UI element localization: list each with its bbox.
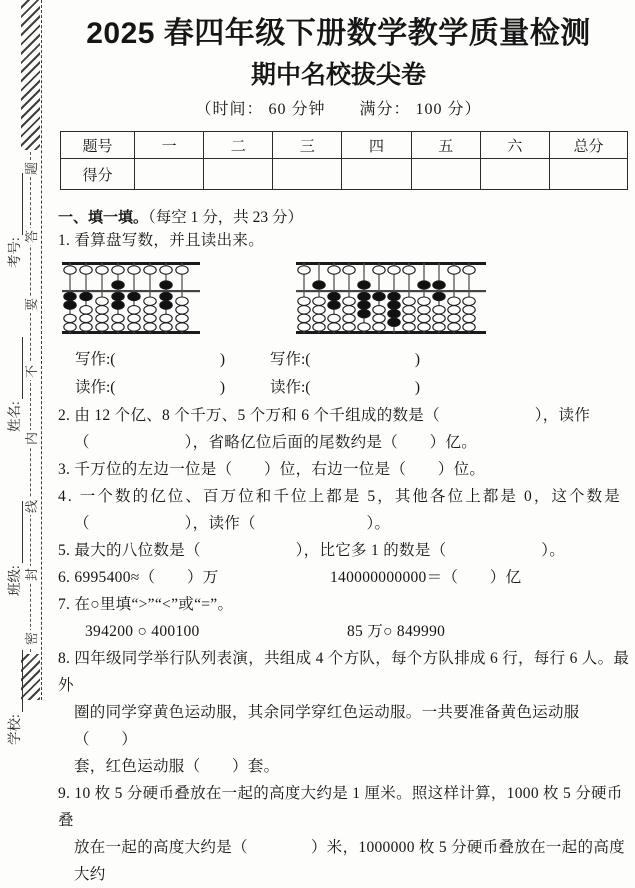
- write-label: 写作:(: [75, 351, 116, 368]
- read-label: 读作:(: [75, 379, 116, 396]
- seal-line-char: 答: [24, 230, 39, 244]
- score-cell: [135, 159, 204, 190]
- abacus-figures: [42, 258, 635, 343]
- question-1-text: 1. 看算盘写数，并且读出来。: [58, 232, 265, 249]
- paper-subtitle: 期中名校拔尖卷: [250, 61, 426, 89]
- seal-line-char: 题: [24, 162, 39, 176]
- student-info-field: [3, 337, 23, 432]
- field-blank-line: [19, 650, 23, 712]
- binding-margin: [0, 0, 42, 745]
- seal-line-char: 线: [24, 500, 39, 514]
- time-score-info: （时间： 60 分钟 满分： 100 分）: [195, 101, 482, 118]
- score-table-header-cell: 四: [342, 132, 411, 159]
- field-label: 姓名:: [7, 401, 22, 432]
- question-9-line2: 放在一起的高度大约是（ ）米，1000000 枚 5 分硬币叠放在一起的高度大约: [74, 839, 625, 883]
- score-table-score-row: [61, 159, 628, 190]
- question-6-left: 6. 6995400≈（ ）万: [58, 569, 219, 586]
- question-2-line1: 2. 由 12 个亿、8 个千万、5 个万和 6 个千组成的数是（ ），读作: [58, 407, 591, 424]
- section-one-heading: [58, 205, 635, 227]
- student-info-field: [3, 650, 23, 745]
- paper-content: [42, 0, 635, 883]
- score-cell: [273, 159, 342, 190]
- question-8-line1: 8. 四年级同学举行队列表演，共组成 4 个方队，每个方队排成 6 行，每行 6 人。最外: [58, 650, 630, 694]
- seal-line-char: 不: [24, 365, 39, 379]
- question-7-compare-row: [42, 618, 635, 645]
- score-table-header-cell: 三: [273, 132, 342, 159]
- score-cell: [411, 159, 480, 190]
- field-label: 考号:: [7, 237, 22, 268]
- seal-line-char: 密: [24, 632, 39, 646]
- question-2-line2: （ ），省略亿位后面的尾数约是（ ）亿。: [74, 434, 478, 451]
- section-one-title: 一、填一填。: [58, 209, 149, 226]
- question-4-line2: （ ），读作（ ）。: [74, 515, 391, 532]
- score-table-header-cell: 二: [204, 132, 273, 159]
- paper-title: 2025 春四年级下册数学教学质量检测: [86, 17, 591, 50]
- question-7-left-compare: 394200 ○ 400100: [85, 623, 200, 640]
- field-blank-line: [19, 337, 23, 399]
- student-info-field: [3, 501, 23, 596]
- question-7-text: 7. 在○里填“>”“<”或“=”。: [58, 596, 234, 613]
- question-8-line2: 圈的同学穿黄色运动服，其余同学穿红色运动服。一共要准备黄色运动服（ ）: [74, 704, 580, 748]
- abacus-right-image: [296, 258, 486, 343]
- score-cell: [550, 159, 628, 190]
- score-cell: [342, 159, 411, 190]
- write-answer-row: [42, 346, 635, 374]
- hatch-marks-bottom: [21, 654, 40, 700]
- score-table-header-cell: 一: [135, 132, 204, 159]
- student-info-field: [3, 173, 23, 268]
- score-table: [60, 131, 628, 190]
- seal-line-char: 封: [24, 568, 39, 582]
- score-cell: [480, 159, 549, 190]
- blank-close-paren: ): [219, 379, 225, 396]
- write-blank-right: [270, 346, 420, 374]
- score-table-header-cell: 题号: [61, 132, 135, 159]
- write-label: 写作:(: [270, 351, 311, 368]
- field-label: 班级:: [7, 565, 22, 596]
- section-one-points: （每空 1 分，共 23 分）: [148, 209, 304, 226]
- read-blank-right: [270, 374, 420, 402]
- blank-close-paren: ): [219, 351, 225, 368]
- question-6-right: 140000000000＝（ ）亿: [330, 569, 522, 586]
- question-6-row: [42, 564, 635, 591]
- read-label: 读作:(: [270, 379, 311, 396]
- field-label: 学校:: [7, 714, 22, 745]
- write-blank-left: [75, 346, 225, 374]
- read-answer-row: [42, 374, 635, 402]
- question-8-line3: 套，红色运动服（ ）套。: [74, 758, 280, 775]
- score-row-label: 得分: [61, 159, 135, 190]
- seal-line-char: 要: [24, 298, 39, 312]
- read-blank-left: [75, 374, 225, 402]
- field-blank-line: [19, 501, 23, 563]
- question-7-right-compare: 85 万○ 849990: [347, 623, 446, 640]
- abacus-left-image: [62, 258, 200, 343]
- question-4-line1: 4. 一个数的亿位、百万位和千位上都是 5，其他各位上都是 0，这个数是: [58, 488, 622, 505]
- field-blank-line: [19, 173, 23, 235]
- score-table-header-cell: 五: [411, 132, 480, 159]
- seal-line-char: 内: [24, 432, 39, 446]
- hatch-marks-top: [21, 0, 40, 150]
- score-table-header-cell: 六: [480, 132, 549, 159]
- score-table-header-row: [61, 132, 628, 159]
- blank-close-paren: ): [414, 351, 420, 368]
- question-5-text: 5. 最大的八位数是（ ），比它多 1 的数是（ ）。: [58, 542, 566, 559]
- question-3-text: 3. 千万位的左边一位是（ ）位，右边一位是（ ）位。: [58, 461, 486, 478]
- score-table-header-cell: 总分: [550, 132, 628, 159]
- question-9-line1: 9. 10 枚 5 分硬币叠放在一起的高度大约是 1 厘米。照这样计算，1000 枚 5 分硬币叠: [58, 785, 623, 829]
- score-cell: [204, 159, 273, 190]
- blank-close-paren: ): [414, 379, 420, 396]
